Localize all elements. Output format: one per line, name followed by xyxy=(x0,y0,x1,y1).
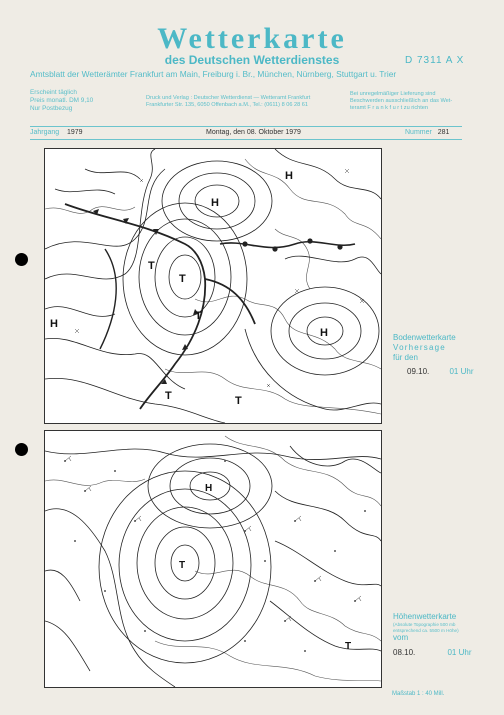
surface-map-drawing xyxy=(45,149,381,423)
issue-date: Montag, den 08. Oktober 1979 xyxy=(206,129,301,136)
complaints-line: Beschwerden ausschließlich an das Wet- xyxy=(350,98,453,104)
caption-line: Höhenwetterkarte xyxy=(393,612,457,621)
subscription-line: Erscheint täglich xyxy=(30,89,77,96)
newspaper-subtitle: des Deutschen Wetterdienstes xyxy=(164,53,340,67)
low-pressure-label: T xyxy=(195,310,202,322)
caption-line: für den xyxy=(393,353,418,362)
caption-line: vom xyxy=(393,633,409,642)
caption-line: Vorhersage xyxy=(393,343,446,352)
upper-air-map-drawing xyxy=(45,431,381,687)
analysis-time: 01 Uhr xyxy=(447,648,472,657)
map-scale: Maßstab 1 : 40 Mill. xyxy=(392,691,445,697)
amtsblatt-line: Amtsblatt der Wetterämter Frankfurt am Main, Freiburg i. Br., München, Nürnberg, Stuttgart u. Trier xyxy=(30,69,397,79)
newspaper-title: Wetterkarte xyxy=(157,22,347,55)
surface-map-caption xyxy=(393,333,474,377)
forecast-time: 01 Uhr xyxy=(449,367,474,376)
jahrgang: Jahrgang 1979 xyxy=(30,129,83,136)
upper-air-map xyxy=(44,430,382,688)
analysis-date: 08.10. xyxy=(393,648,416,657)
publisher-line: Druck und Verlag : Deutscher Wetterdienst — Wetteramt Frankfurt xyxy=(146,95,311,101)
divider xyxy=(30,126,462,127)
low-pressure-label: T xyxy=(345,641,352,652)
forecast-date: 09.10. xyxy=(407,367,430,376)
publisher-info xyxy=(146,95,310,109)
caption-line: Bodenwetterkarte xyxy=(393,333,456,342)
subscription-info xyxy=(30,89,93,113)
subscription-line: Preis monatl. DM 9,10 xyxy=(30,97,94,104)
high-pressure-label: H xyxy=(211,197,219,209)
high-pressure-label: H xyxy=(320,327,328,339)
low-pressure-label: T xyxy=(179,560,186,571)
punch-hole xyxy=(15,443,28,456)
upper-air-map-caption xyxy=(393,612,472,658)
subscription-line: Nur Postbezug xyxy=(30,105,73,112)
issue-number: Nummer 281 xyxy=(405,129,450,136)
caption-note: entsprechend ca. 5500 m Höhe) xyxy=(393,627,459,633)
low-pressure-label: T xyxy=(165,390,172,402)
postal-code: D 7311 A X xyxy=(405,55,465,66)
divider xyxy=(30,139,462,140)
high-pressure-label: H xyxy=(285,170,293,182)
high-pressure-label: H xyxy=(50,318,58,330)
complaints-line: teramt F r a n k f u r t zu richten xyxy=(350,105,429,111)
complaints-info xyxy=(350,91,452,112)
complaints-line: Bei unregelmäßiger Lieferung sind xyxy=(350,91,436,97)
punch-hole xyxy=(15,253,28,266)
high-pressure-label: H xyxy=(205,483,213,494)
caption-note: (Absolute Topographie 500 mb xyxy=(393,622,456,627)
low-pressure-label: T xyxy=(179,273,186,285)
low-pressure-label: T xyxy=(235,395,242,407)
surface-forecast-map xyxy=(44,148,382,424)
low-pressure-label: T xyxy=(148,260,155,272)
publisher-line: Frankfurter Str. 135, 6050 Offenbach a.M., Tel.: (0611) 8 06 28 61 xyxy=(146,102,309,108)
